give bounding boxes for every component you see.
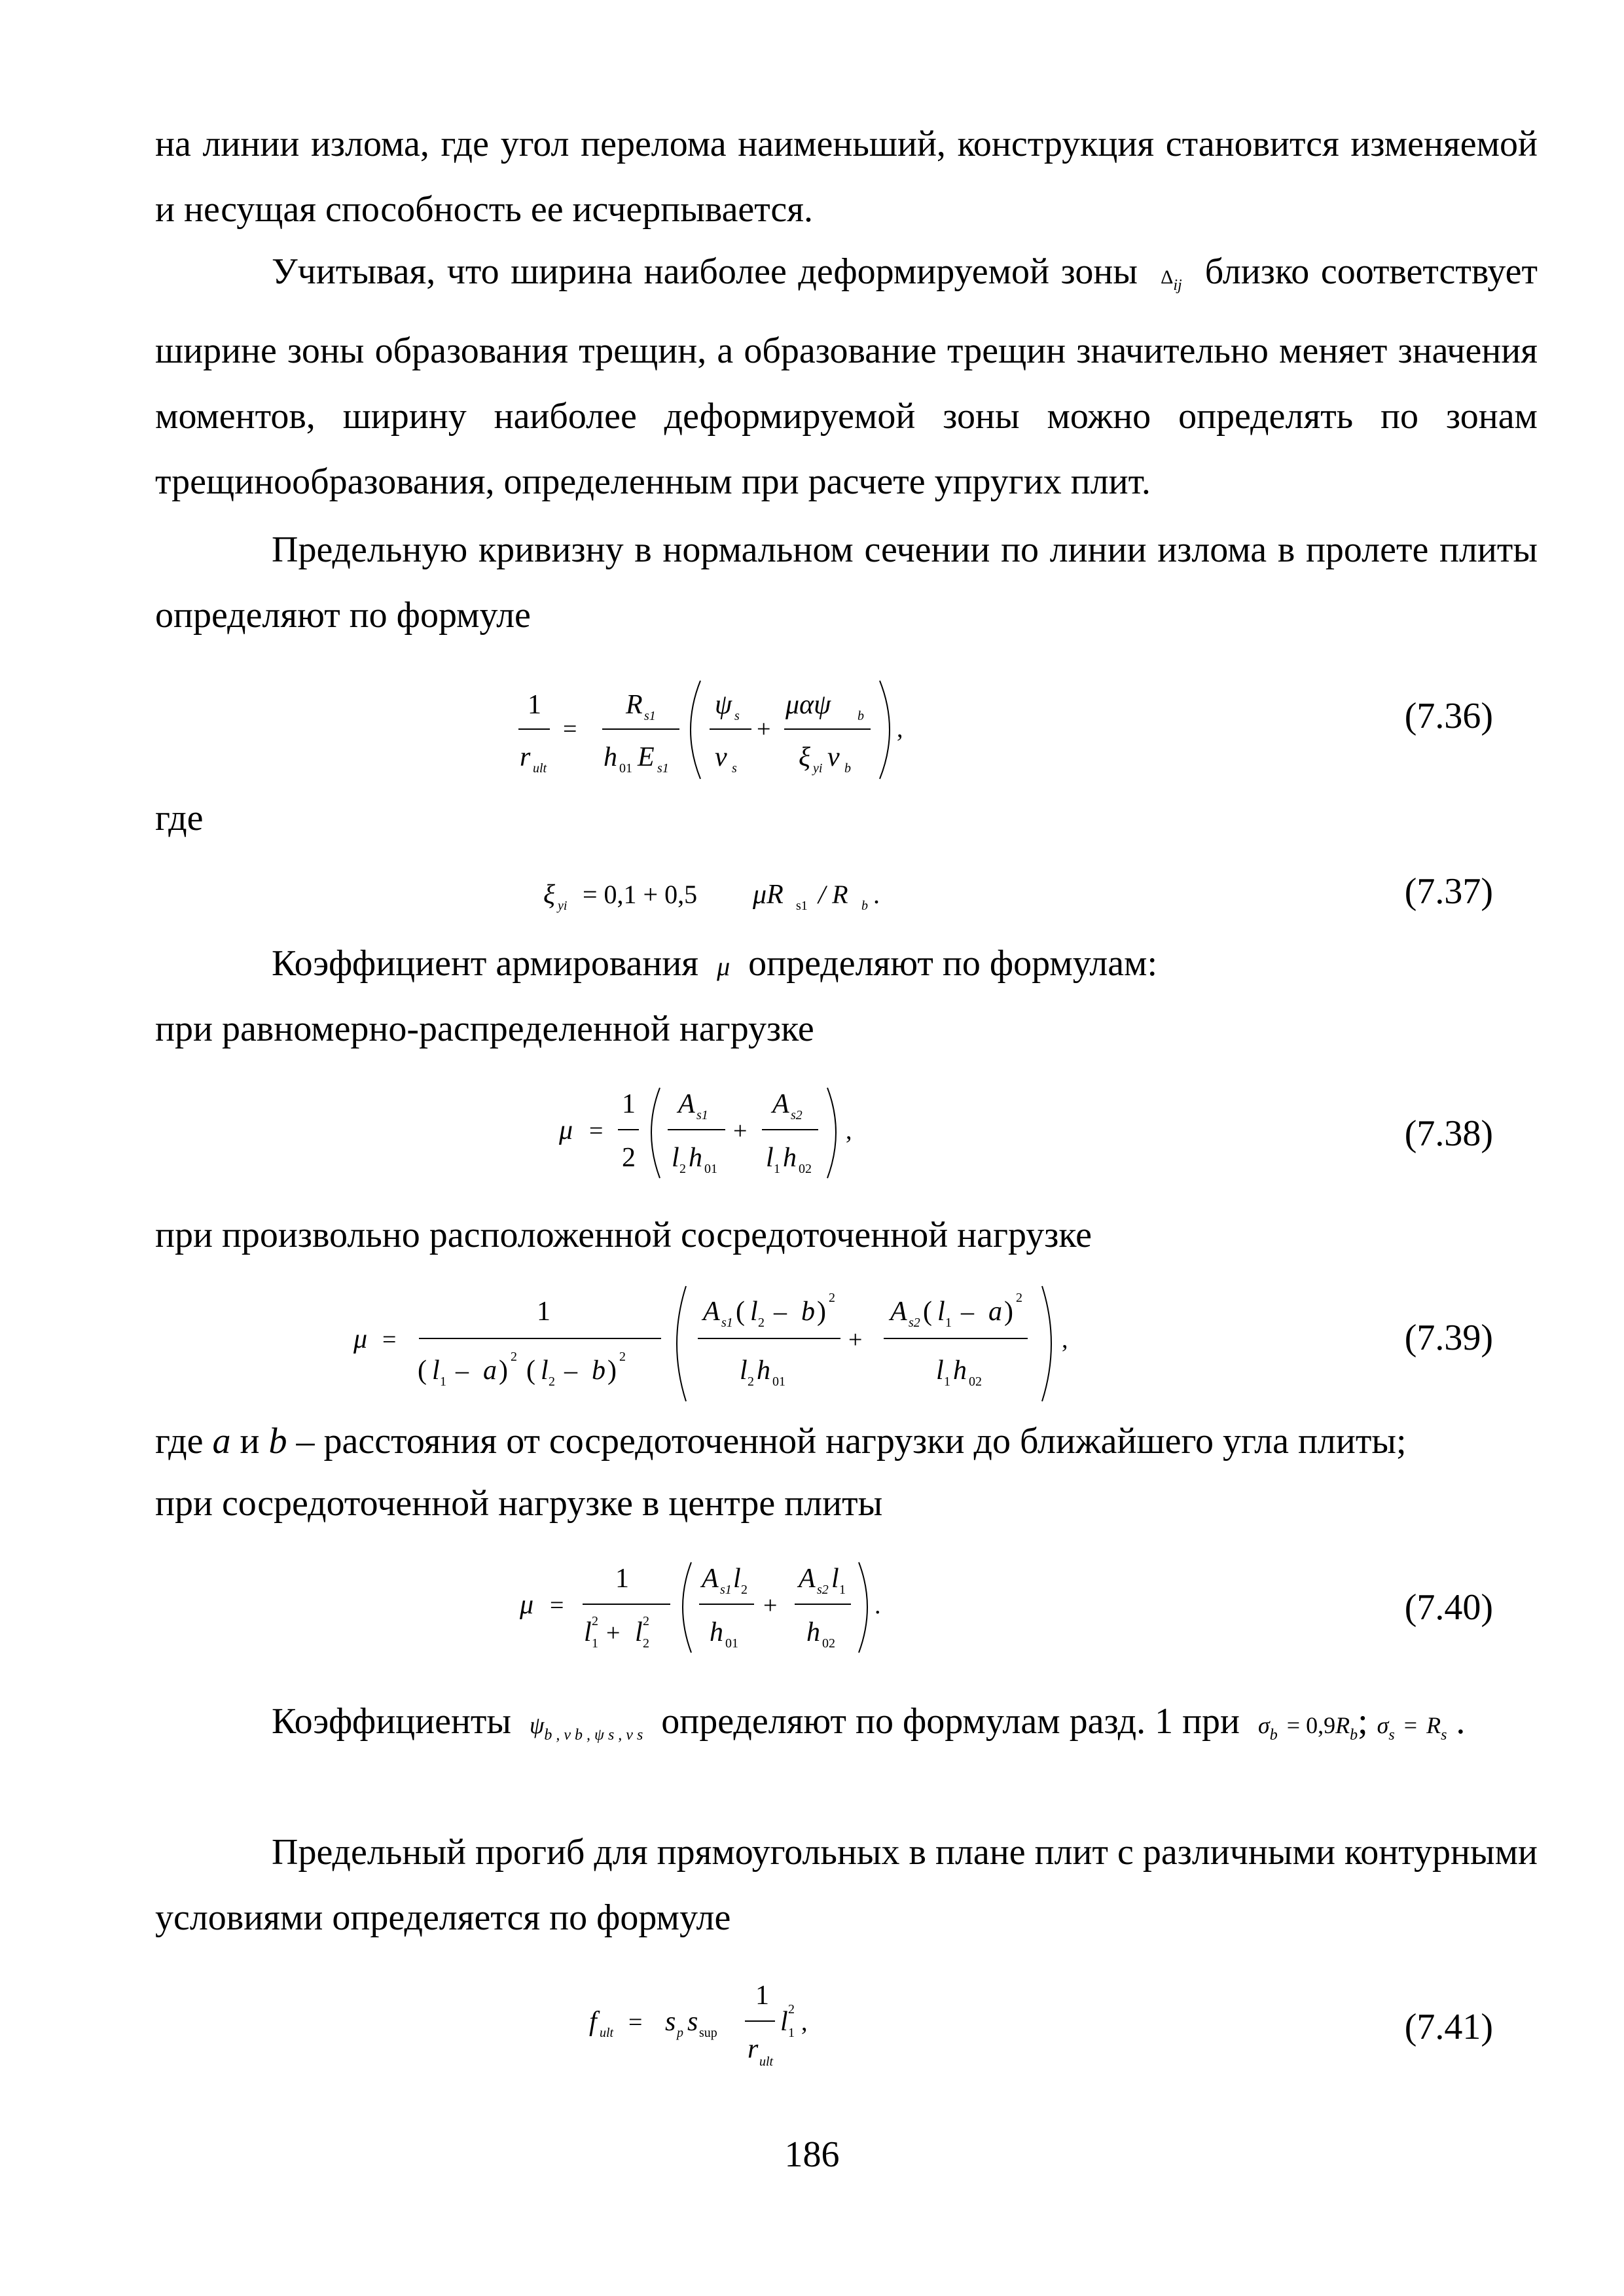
paragraph-5: при равномерно-распределенной нагрузке xyxy=(155,1009,814,1049)
eq737-number: (7.37) xyxy=(1404,871,1493,912)
where-1: где xyxy=(155,798,204,838)
delta-subscript: ij xyxy=(1173,277,1182,294)
equation-7-36 xyxy=(504,661,962,792)
svg-text:1: 1 xyxy=(622,1089,636,1119)
eq736-nub: ν xyxy=(827,742,840,772)
svg-text:01: 01 xyxy=(725,1636,738,1651)
svg-text:): ) xyxy=(817,1297,826,1327)
svg-text:02: 02 xyxy=(799,1162,812,1176)
eq736-r-sub: ult xyxy=(533,761,547,776)
eq739-number: (7.39) xyxy=(1404,1318,1493,1358)
svg-text:1: 1 xyxy=(537,1297,550,1327)
svg-text:): ) xyxy=(607,1355,617,1386)
symbol-a: a xyxy=(212,1421,231,1462)
svg-text:–: – xyxy=(456,1355,469,1385)
eq736-nub-sub: b xyxy=(844,761,851,776)
svg-text:b: b xyxy=(592,1355,605,1386)
eq736-xi-sub: yi xyxy=(813,761,823,776)
svg-text:02: 02 xyxy=(969,1374,982,1389)
svg-text:2: 2 xyxy=(741,1583,748,1597)
svg-text:l: l xyxy=(780,2007,788,2037)
svg-text:=: = xyxy=(563,715,577,743)
paragraph-2-start: Учитывая, что ширина наиболее деформируемой зоны xyxy=(272,251,1138,292)
svg-text:2: 2 xyxy=(643,1614,649,1628)
svg-text:s2: s2 xyxy=(791,1108,803,1122)
svg-text:2: 2 xyxy=(643,1636,649,1651)
svg-text:μ: μ xyxy=(559,1115,573,1145)
svg-text:+: + xyxy=(848,1326,863,1354)
svg-text:l: l xyxy=(541,1355,549,1386)
paragraph-3: Предельную кривизну в нормальном сечении по линии излома в пролете плиты определяют по формуле xyxy=(155,529,1538,636)
svg-text:l: l xyxy=(831,1564,839,1594)
svg-text:2: 2 xyxy=(592,1614,598,1628)
eq737-slash: / R xyxy=(818,880,848,909)
paragraph-7-and: и xyxy=(240,1421,260,1462)
svg-text:h: h xyxy=(783,1143,797,1173)
eq738-number: (7.38) xyxy=(1404,1113,1493,1154)
equation-7-40 xyxy=(511,1548,929,1666)
svg-text:l: l xyxy=(432,1355,440,1386)
svg-text:): ) xyxy=(499,1355,508,1386)
svg-text:): ) xyxy=(1004,1297,1013,1327)
cond1-rhs: = 0,9 xyxy=(1286,1712,1336,1738)
svg-text:,: , xyxy=(846,1117,852,1145)
paragraph-9-start: Коэффициенты xyxy=(272,1701,512,1742)
paragraph-7 xyxy=(155,1420,1407,1462)
eq736-psi: ψ xyxy=(715,690,732,720)
svg-text:2: 2 xyxy=(829,1291,835,1305)
page-number: 186 xyxy=(784,2134,840,2175)
svg-text:=: = xyxy=(589,1117,604,1145)
svg-text:μ: μ xyxy=(353,1324,368,1354)
svg-text:h: h xyxy=(689,1143,702,1173)
svg-text:l: l xyxy=(740,1355,748,1386)
equation-7-39 xyxy=(347,1273,1106,1404)
svg-text:A: A xyxy=(890,1297,907,1327)
eq736-h-sub: 01 xyxy=(619,761,632,776)
svg-text:s: s xyxy=(665,2007,676,2037)
svg-text:s2: s2 xyxy=(909,1316,920,1330)
paragraph-4-start: Коэффициент армирования xyxy=(272,943,699,984)
svg-text:h: h xyxy=(806,1617,820,1647)
svg-text:sup: sup xyxy=(699,2026,717,2040)
svg-text:a: a xyxy=(988,1297,1002,1327)
svg-text:1: 1 xyxy=(774,1162,780,1176)
svg-text:ult: ult xyxy=(759,2054,774,2069)
svg-text:A: A xyxy=(703,1297,720,1327)
svg-text:l: l xyxy=(733,1564,741,1594)
svg-text:.: . xyxy=(875,1592,881,1619)
svg-text:,: , xyxy=(801,2009,808,2036)
eq740-number: (7.40) xyxy=(1404,1587,1493,1628)
svg-text:2: 2 xyxy=(619,1350,626,1364)
svg-text:a: a xyxy=(483,1355,497,1386)
svg-text:+: + xyxy=(757,715,771,743)
svg-text:=: = xyxy=(628,2009,643,2036)
coef-psi-b: ψ xyxy=(530,1712,545,1738)
svg-text:s1: s1 xyxy=(720,1583,732,1597)
svg-text:2: 2 xyxy=(748,1374,754,1389)
delta-symbol: Δ xyxy=(1161,266,1174,288)
svg-text:01: 01 xyxy=(772,1374,785,1389)
eq736-nu-sub: s xyxy=(732,761,737,776)
svg-text:ξ: ξ xyxy=(543,880,555,910)
cond1-R-sub: b xyxy=(1350,1727,1358,1744)
paragraph-8: при сосредоточенной нагрузке в центре плиты xyxy=(155,1483,883,1524)
svg-text:–: – xyxy=(961,1297,974,1326)
svg-text:–: – xyxy=(564,1355,577,1385)
equation-7-37 xyxy=(537,864,903,929)
svg-text:1: 1 xyxy=(945,1316,952,1330)
svg-text:–: – xyxy=(774,1297,787,1326)
svg-text:,: , xyxy=(1062,1326,1068,1354)
eq736-E-sub: s1 xyxy=(657,761,669,776)
coef-list-rest: b , ν b , ψ s , ν s xyxy=(544,1727,643,1744)
paragraph-2-end: близко соответствует ширине зоны образования трещин, а образование трещин значительно меняет значения моментов, ширину наиболее деформируемой зоны можно определять по зонам трещинообразования, определенным при расчете упругих плит. xyxy=(155,251,1538,502)
cond1-R: R xyxy=(1335,1712,1350,1738)
svg-text:=: = xyxy=(382,1326,397,1354)
paragraph-2 xyxy=(155,239,1538,514)
eq736-number: (7.36) xyxy=(1404,696,1493,736)
cond1-sigma: σ xyxy=(1258,1712,1270,1738)
svg-text:1: 1 xyxy=(592,1636,598,1651)
equation-7-41 xyxy=(576,1957,877,2088)
svg-text:+: + xyxy=(763,1592,778,1619)
svg-text:1: 1 xyxy=(440,1374,446,1389)
paragraph-6: при произвольно расположенной сосредоточенной нагрузке xyxy=(155,1215,1092,1255)
svg-text:ult: ult xyxy=(600,2026,614,2040)
svg-text:(: ( xyxy=(923,1297,932,1327)
cond2-R: R xyxy=(1426,1712,1441,1738)
svg-text:s1: s1 xyxy=(696,1108,708,1122)
eq736-r: r xyxy=(520,742,531,772)
eq736-R: R xyxy=(626,690,643,720)
cond2-end: . xyxy=(1456,1701,1466,1742)
svg-text:1: 1 xyxy=(839,1583,846,1597)
svg-text:A: A xyxy=(772,1089,789,1119)
svg-text:f: f xyxy=(589,2007,597,2037)
paragraph-10: Предельный прогиб для прямоугольных в плане плит с различными контурными условиями определяется по формуле xyxy=(155,1832,1538,1938)
cond1-sigma-sub: b xyxy=(1269,1727,1278,1744)
cond2-R-sub: s xyxy=(1441,1727,1447,1744)
svg-text:s2: s2 xyxy=(817,1583,829,1597)
svg-text:(: ( xyxy=(418,1355,427,1386)
paragraph-4 xyxy=(272,942,1157,984)
eq736-E: E xyxy=(638,742,655,772)
eq737-muR: μR xyxy=(753,880,784,910)
svg-text:s: s xyxy=(687,2007,698,2037)
svg-text:+: + xyxy=(606,1619,621,1647)
svg-text:1: 1 xyxy=(944,1374,950,1389)
svg-text:2: 2 xyxy=(622,1143,636,1173)
svg-text:2: 2 xyxy=(788,2002,795,2017)
svg-text:(: ( xyxy=(736,1297,745,1327)
eq736-h: h xyxy=(604,742,617,772)
eq736-R-sub: s1 xyxy=(644,709,656,723)
svg-text:h: h xyxy=(757,1355,770,1386)
eq737-sub1: s1 xyxy=(796,899,808,913)
svg-text:1: 1 xyxy=(755,1981,769,2011)
svg-text:yi: yi xyxy=(558,899,568,913)
eq737-sub2: b xyxy=(861,899,868,913)
svg-text:+: + xyxy=(733,1117,748,1145)
svg-text:l: l xyxy=(584,1617,592,1647)
eq741-number: (7.41) xyxy=(1404,2007,1493,2047)
svg-text:l: l xyxy=(635,1617,643,1647)
svg-text:l: l xyxy=(766,1143,774,1173)
svg-text:μ: μ xyxy=(520,1590,534,1620)
svg-text:1: 1 xyxy=(788,2026,795,2040)
svg-text:(: ( xyxy=(526,1355,535,1386)
equation-7-38 xyxy=(550,1073,890,1191)
eq737-end: . xyxy=(873,880,880,909)
paragraph-9-mid: определяют по формулам разд. 1 при xyxy=(661,1701,1240,1742)
cond2-rhs: = xyxy=(1403,1712,1418,1738)
paragraph-4-end: определяют по формулам: xyxy=(748,943,1158,984)
eq736-psi-sub: s xyxy=(734,709,740,723)
paragraph-9 xyxy=(155,1689,1538,1768)
svg-text:l: l xyxy=(936,1355,944,1386)
svg-text:01: 01 xyxy=(704,1162,717,1176)
svg-text:=: = xyxy=(550,1592,564,1619)
eq736-nu: ν xyxy=(715,742,727,772)
svg-text:l: l xyxy=(937,1297,945,1327)
eq736-lhs-num: 1 xyxy=(528,690,541,720)
eq737-text: = 0,1 + 0,5 xyxy=(583,880,698,909)
svg-text:2: 2 xyxy=(549,1374,555,1389)
svg-text:s1: s1 xyxy=(721,1316,733,1330)
svg-text:b: b xyxy=(801,1297,815,1327)
svg-text:l: l xyxy=(750,1297,758,1327)
cond2-sigma-sub: s xyxy=(1388,1727,1395,1744)
svg-text:02: 02 xyxy=(822,1636,835,1651)
svg-text:p: p xyxy=(677,2026,683,2040)
paragraph-1: на линии излома, где угол перелома наименьший, конструкция становится изменяемой и несущая способность ее исчерпывается. xyxy=(155,124,1538,230)
svg-text:,: , xyxy=(897,715,903,743)
svg-text:2: 2 xyxy=(1016,1291,1022,1305)
svg-text:2: 2 xyxy=(679,1162,686,1176)
svg-text:A: A xyxy=(678,1089,695,1119)
svg-text:l: l xyxy=(672,1143,679,1173)
svg-text:2: 2 xyxy=(511,1350,517,1364)
svg-text:h: h xyxy=(710,1617,723,1647)
cond2-sigma: σ xyxy=(1377,1712,1389,1738)
cond1-end: ; xyxy=(1358,1701,1368,1742)
paragraph-7-rest: – расстояния от сосредоточенной нагрузки до ближайшего угла плиты; xyxy=(296,1421,1407,1462)
svg-text:A: A xyxy=(799,1564,816,1594)
svg-text:r: r xyxy=(748,2034,759,2064)
mu-symbol: μ xyxy=(717,952,731,981)
svg-text:2: 2 xyxy=(758,1316,765,1330)
svg-text:h: h xyxy=(953,1355,967,1386)
svg-text:1: 1 xyxy=(615,1564,629,1594)
symbol-b: b xyxy=(268,1421,287,1462)
eq736-mapsi: μαψ xyxy=(785,690,831,720)
svg-text:A: A xyxy=(702,1564,719,1594)
paragraph-7-where: где xyxy=(155,1421,204,1462)
eq736-mapsi-sub: b xyxy=(857,709,864,723)
eq736-xi: ξ xyxy=(799,742,810,772)
